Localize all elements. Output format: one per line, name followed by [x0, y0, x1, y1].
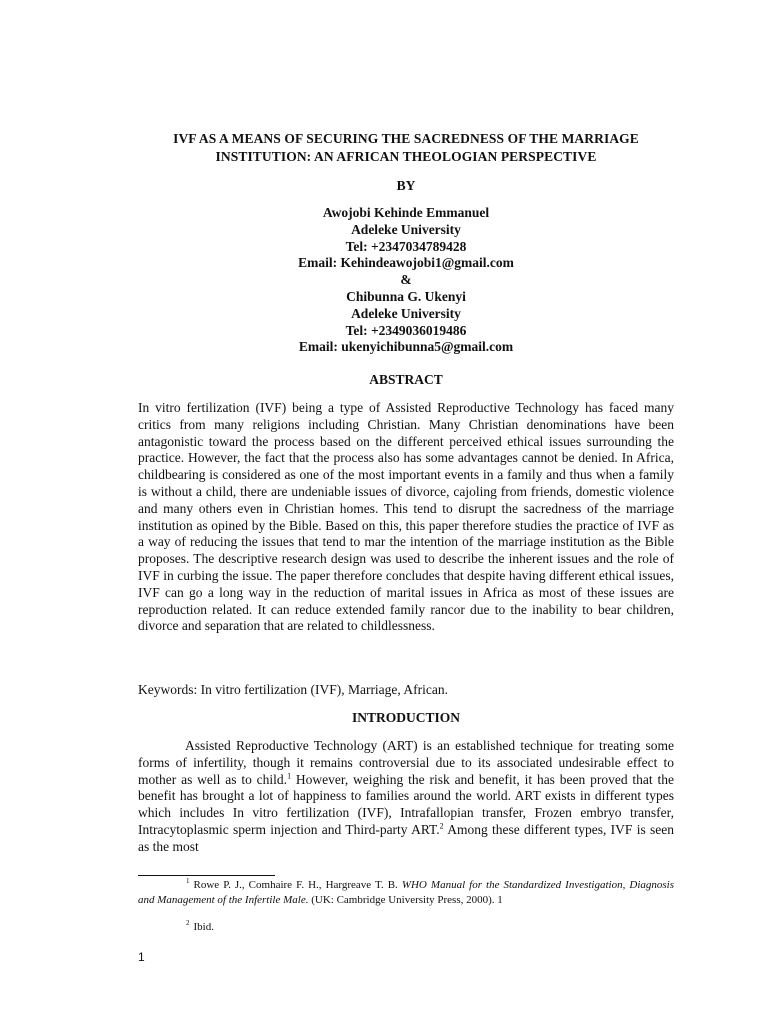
- author-1-name: Awojobi Kehinde Emmanuel: [322, 205, 490, 220]
- author-1-phone: Tel: +2347034789428: [345, 238, 467, 254]
- footnote-1-publisher: (UK: Cambridge University Press, 2000). 1: [308, 893, 503, 906]
- abstract-heading: ABSTRACT: [369, 372, 443, 387]
- author-2-name: Chibunna G. Ukenyi: [346, 288, 466, 304]
- paper-title-line-2: INSTITUTION: AN AFRICAN THEOLOGIAN PERSPECTIVE: [215, 149, 597, 164]
- footnote-ref-1[interactable]: 1: [287, 771, 292, 781]
- introduction-heading: INTRODUCTION: [351, 710, 460, 725]
- introduction-text-3: Among these different types, IVF is seen as the most: [138, 821, 674, 854]
- by-label: BY: [396, 178, 416, 193]
- author-separator: &: [400, 272, 412, 288]
- footnote-2-mark: 2: [186, 919, 190, 928]
- paper-title-line-1: IVF AS A MEANS OF SECURING THE SACREDNESS OF THE MARRIAGE: [173, 131, 639, 146]
- footnote-divider: [138, 875, 275, 876]
- introduction-text-2: However, weighing the risk and benefit, it has been proved that the benefit has brought a lot of happiness to families around the world. ART exists in different types which includes In vitro fertilization (IVF), Intrafallopian transfer, Frozen embryo transfer, Intracytoplasmic sperm injection and Third-party ART.: [138, 771, 675, 837]
- author-2-email: Email: ukenyichibunna5@gmail.com: [298, 339, 514, 355]
- footnote-ref-2[interactable]: 2: [439, 821, 444, 831]
- introduction-text-1: Assisted Reproductive Technology (ART) is an established technique for treating some forms of infertility, though it remains controversial due to its associated undesirable effect to mother as well as to child.: [138, 738, 674, 787]
- footnote-1: [138, 878, 674, 907]
- abstract-text: In vitro fertilization (IVF) being a type of Assisted Reproductive Technology has faced many critics from many religions including Christian. Many Christian denominations have been antagonistic toward the process based on the different perceived ethical issues surrounding the practice. However, the fact that the process also has some advantages cannot be denied. In Africa, childbearing is considered as one of the most important events in a family and thus when a family is without a child, there are undeniable issues of divorce, cajoling from friends, domestic violence and many others even in Christian homes. This tend to disrupt the sacredness of the marriage institution as opined by the Bible. Based on this, this paper therefore studies the practice of IVF as a way of reducing the issues that tend to mar the intention of the marriage institution as the Bible proposes. The descriptive research design was used to describe the inherent issues and the role of IVF in curbing the issue. The paper therefore concludes that despite having different ethical issues, IVF can go a long way in the reduction of marital issues in Africa as most of these issues are reproduction related. It can reduce extended family rancor due to the inability to bear children, divorce and separation that are related to childlessness.: [138, 400, 674, 634]
- author-block: [138, 205, 674, 356]
- keywords: Keywords: In vitro fertilization (IVF), Marriage, African.: [138, 682, 449, 697]
- author-1-affiliation: Adeleke University: [351, 221, 461, 237]
- introduction-paragraph: [138, 738, 674, 856]
- page-number: 1: [138, 950, 145, 964]
- author-1-email: Email: Kehindeawojobi1@gmail.com: [298, 255, 514, 271]
- paper-title: [138, 130, 674, 166]
- footnote-1-book-title: WHO Manual for the Standardized Investigation, Diagnosis and Management of the Infertile Male.: [138, 879, 675, 906]
- author-2-affiliation: Adeleke University: [351, 305, 461, 321]
- author-2-phone: Tel: +2349036019486: [345, 322, 467, 338]
- footnote-1-mark: 1: [186, 877, 190, 886]
- footnote-1-authors: Rowe P. J., Comhaire F. H., Hargreave T. B.: [193, 879, 402, 891]
- footnote-2-text: Ibid.: [193, 921, 214, 933]
- footnote-2: [138, 920, 674, 934]
